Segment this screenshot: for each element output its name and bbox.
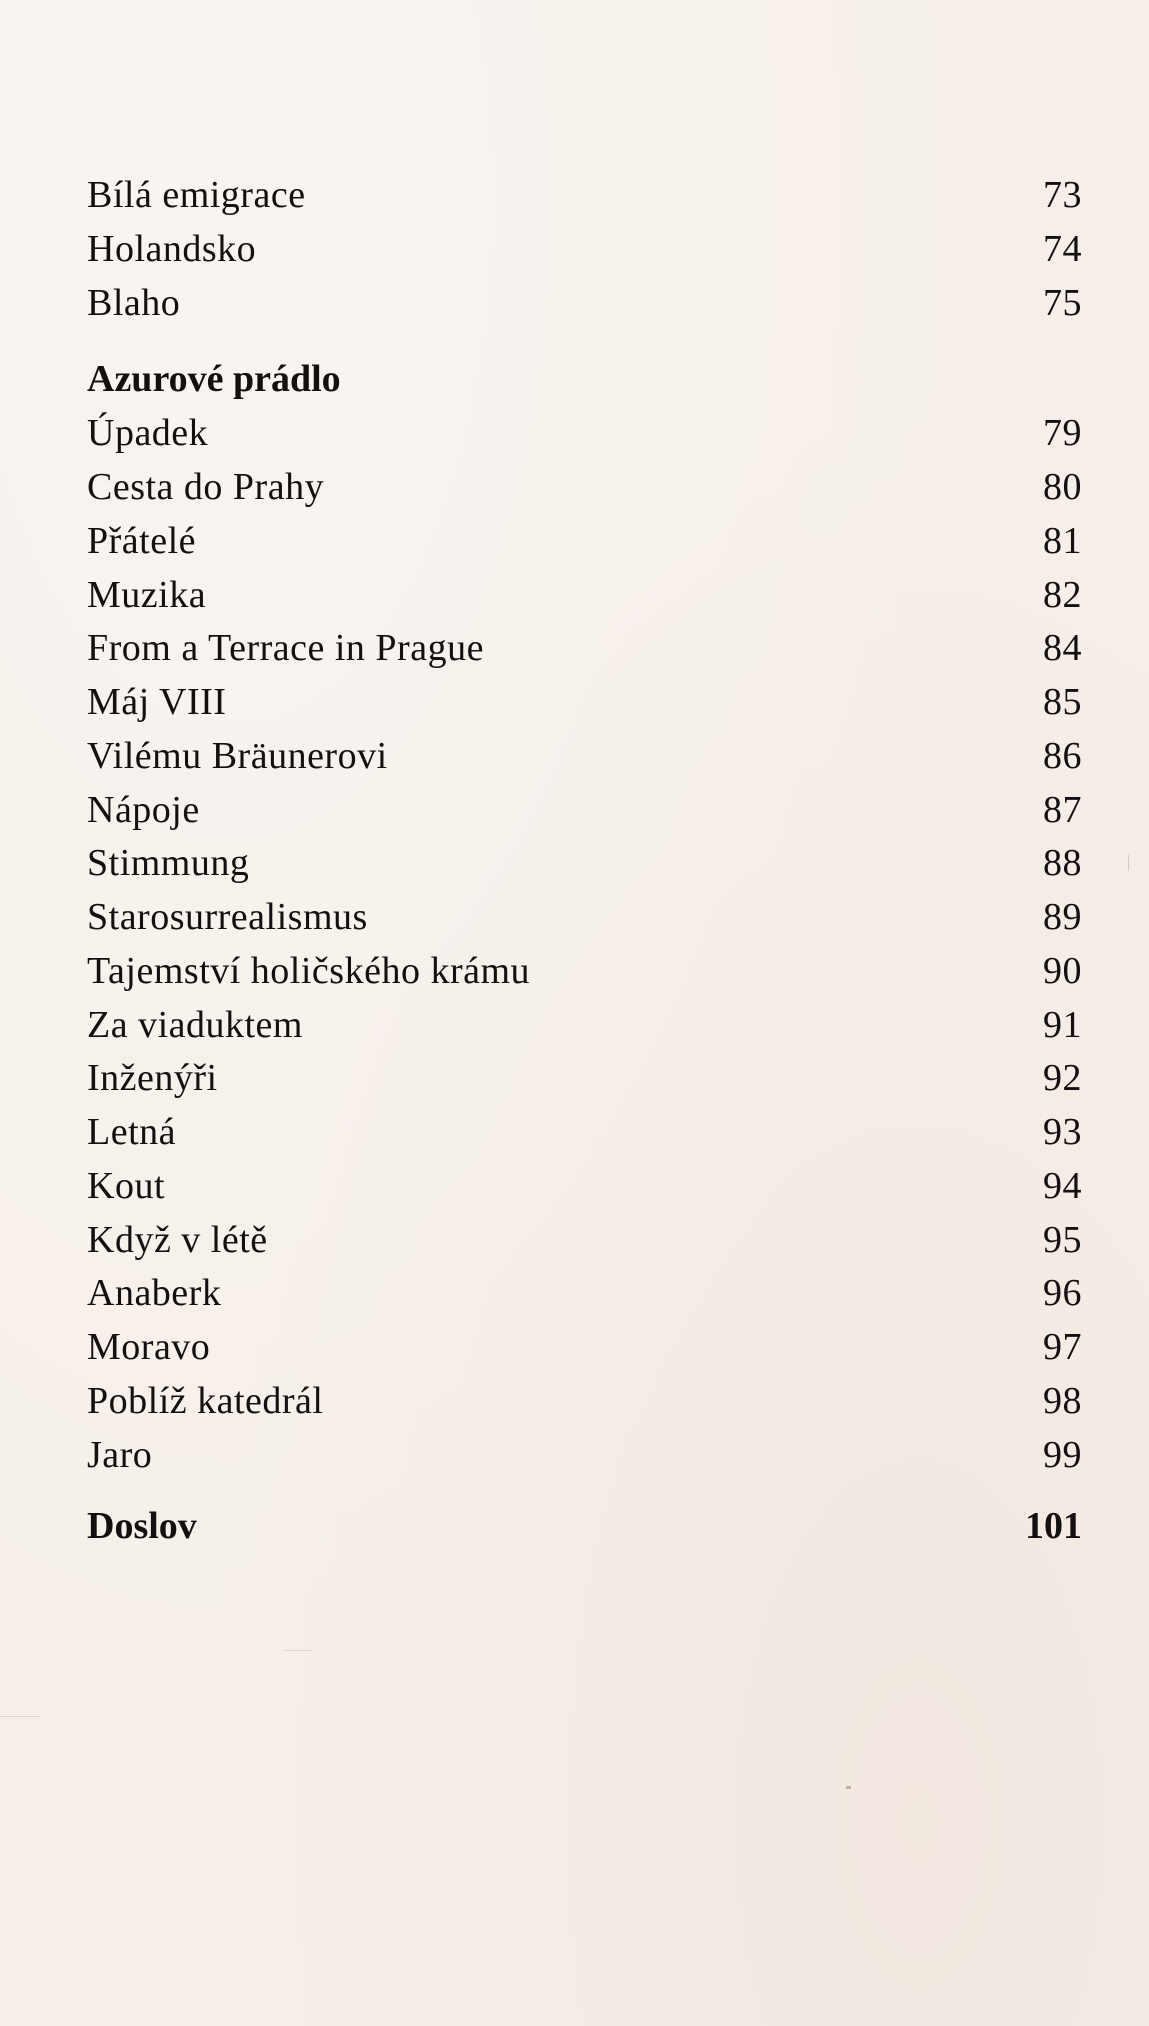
toc-section-heading (87, 1499, 1082, 1553)
toc-entry-title: Bílá emigrace (87, 174, 306, 216)
toc-entry-page: 97 (1043, 1326, 1082, 1368)
toc-entry (87, 1051, 1082, 1105)
toc-entry-page: 92 (1043, 1057, 1082, 1099)
toc-entry-title: From a Terrace in Prague (87, 627, 484, 669)
toc-entry (87, 406, 1082, 460)
toc-entry-title: Muzika (87, 574, 207, 616)
section-heading-title: Azurové prádlo (87, 358, 341, 400)
toc-entry-title: Přátelé (87, 520, 197, 562)
toc-entry-title: Za viaduktem (87, 1004, 303, 1046)
toc-entry-page: 90 (1043, 950, 1082, 992)
toc-entry-page: 75 (1043, 282, 1082, 324)
toc-entry-title: Cesta do Prahy (87, 466, 325, 508)
toc-entry-page: 73 (1043, 174, 1082, 216)
toc-entry (87, 729, 1082, 783)
toc-entry (87, 1213, 1082, 1267)
toc-entry (87, 1159, 1082, 1213)
toc-entry-page: 85 (1043, 681, 1082, 723)
toc-entry (87, 675, 1082, 729)
toc-entry-page: 82 (1043, 574, 1082, 616)
toc-entry-page: 98 (1043, 1380, 1082, 1422)
toc-entry-page: 79 (1043, 412, 1082, 454)
toc-entry-page: 87 (1043, 789, 1082, 831)
section-heading-page: 101 (1025, 1505, 1082, 1547)
toc-entry-title: Vilému Bräunerovi (87, 735, 388, 777)
toc-entry (87, 621, 1082, 675)
toc-entry (87, 568, 1082, 622)
toc-entry-page: 84 (1043, 627, 1082, 669)
toc-entry-title: Úpadek (87, 412, 209, 454)
toc-entry-page: 81 (1043, 520, 1082, 562)
toc-entry (87, 1266, 1082, 1320)
toc-entry-title: Stimmung (87, 842, 250, 884)
toc-entry-title: Holandsko (87, 228, 257, 270)
toc-entry (87, 276, 1082, 330)
toc-section-heading (87, 352, 1082, 406)
toc-entry-page: 80 (1043, 466, 1082, 508)
toc-entry-title: Kout (87, 1165, 165, 1207)
section-heading-title: Doslov (87, 1505, 197, 1547)
toc-entry-page: 89 (1043, 896, 1082, 938)
toc-entry (87, 890, 1082, 944)
toc-entry-title: Inženýři (87, 1057, 218, 1099)
paper-speck (0, 1716, 40, 1717)
toc-entry-title: Poblíž katedrál (87, 1380, 324, 1422)
toc-entry (87, 944, 1082, 998)
toc-entry (87, 783, 1082, 837)
paper-speck (283, 1650, 313, 1651)
toc-entry (87, 514, 1082, 568)
toc-entry-title: Nápoje (87, 789, 200, 831)
toc-entry-page: 88 (1043, 842, 1082, 884)
toc-entry-page: 93 (1043, 1111, 1082, 1153)
toc-entry-page: 91 (1043, 1004, 1082, 1046)
toc-entry (87, 836, 1082, 890)
toc-entry (87, 1105, 1082, 1159)
toc-entry-title: Anaberk (87, 1272, 222, 1314)
toc-entry (87, 1320, 1082, 1374)
toc-entry-title: Letná (87, 1111, 177, 1153)
toc-entry-page: 95 (1043, 1219, 1082, 1261)
toc-entry (87, 998, 1082, 1052)
toc-entry-page: 94 (1043, 1165, 1082, 1207)
toc-entry (87, 1374, 1082, 1428)
toc-entry-title: Tajemství holičského krámu (87, 950, 531, 992)
toc-entry (87, 1428, 1082, 1482)
toc-entry (87, 222, 1082, 276)
toc-entry-page: 74 (1043, 228, 1082, 270)
toc-entry-page: 86 (1043, 735, 1082, 777)
toc-entry-page: 96 (1043, 1272, 1082, 1314)
paper-speck (846, 1786, 851, 1789)
toc-entry-title: Starosurrealismus (87, 896, 368, 938)
toc-entry-title: Máj VIII (87, 681, 227, 723)
toc-entry-page: 99 (1043, 1434, 1082, 1476)
paper-speck (1128, 855, 1129, 871)
toc-entry (87, 460, 1082, 514)
toc-entry (87, 168, 1082, 222)
toc-entry-title: Jaro (87, 1434, 153, 1476)
toc-entry-title: Blaho (87, 282, 181, 324)
toc-entry-title: Když v létě (87, 1219, 268, 1261)
toc-entry-title: Moravo (87, 1326, 211, 1368)
